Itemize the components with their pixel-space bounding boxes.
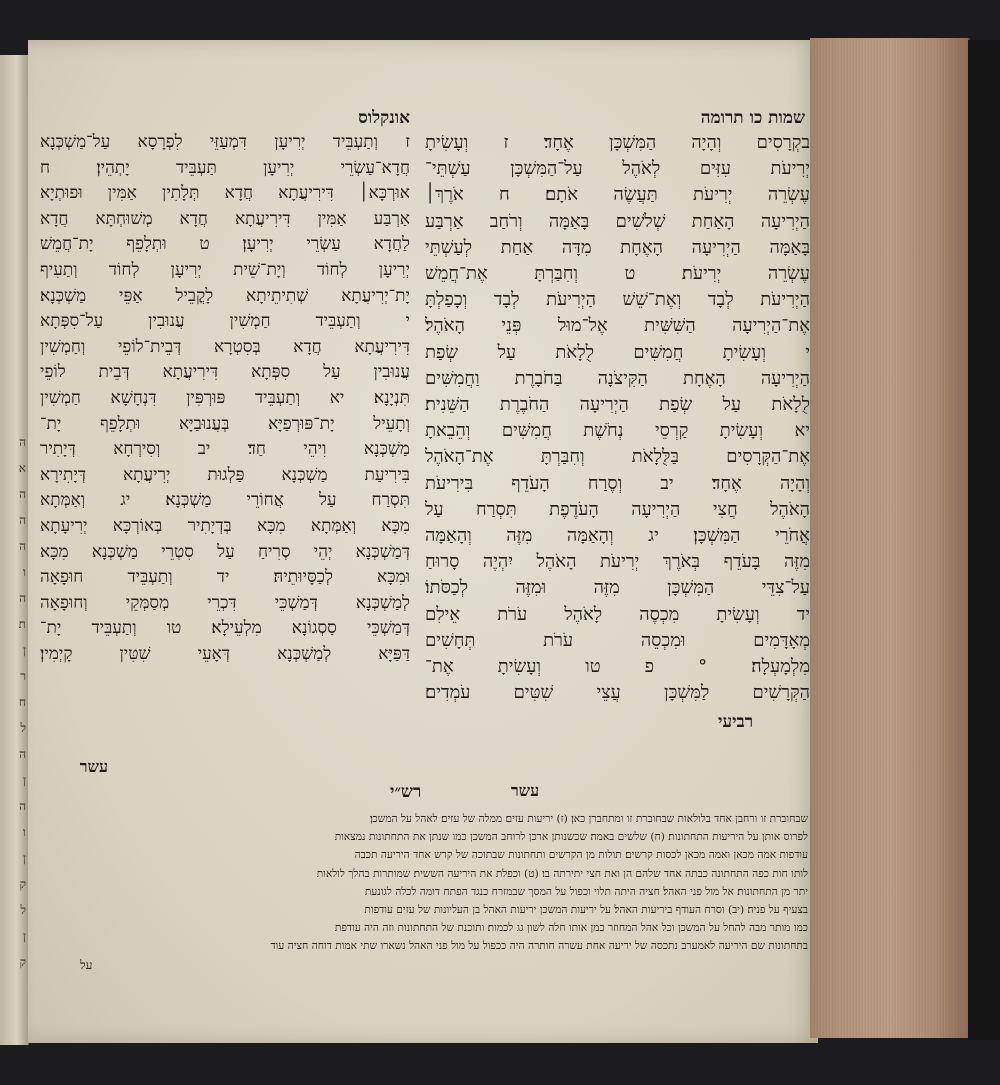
aramaic-text-line: דְּמַשְׁכֵּי סַסְגוֹנָא מִלְעֵילָא׃ טו וְתַעְבֵּיד יָת־ — [40, 618, 410, 639]
previous-page-fragment: ה — [19, 539, 26, 553]
previous-page-fragment: ר — [20, 669, 26, 683]
running-header-right: שמות כו תרומה — [700, 108, 805, 128]
aramaic-text-line: וְתָעֵיל יָת־פּוּרְפַיָּא בְּעֲנוּבַיָּא וּתְלָפֵף יָת־ — [40, 413, 410, 434]
rashi-text-line: בצעיף על פניה׃ (יב) וסרח העודף ביריעות האהל׃ על יריעות המשכן יריעות האהל בן העליונות של עזים עודפות — [364, 904, 808, 917]
margin-note: רביעי — [718, 712, 754, 732]
hebrew-text-line: אֶת־הַיְרִיעָה הַשִּׁשִּׁית אֶל־מוּל פְּנֵי הָאֹהֶל׃ — [425, 315, 810, 337]
hebrew-text-line: בָּאַמָּה הַיְרִיעָה הָאֶחָת מִדָּה אַחַת לְעַשְׁתֵּי — [425, 236, 810, 258]
aramaic-text-column — [40, 130, 410, 667]
hebrew-text-line: אֶת־הַקְּרָסִים בַּלֻּלָאֹת וְחִבַּרְתָּ אֶת־הָאֹהֶל — [425, 446, 810, 468]
aramaic-text-line: מִכָּא וְאַמְּתָא מִכָּא בְּדְיָתִיר בְּאוֹרְכָּא יְרִיעָתָא — [40, 515, 410, 536]
rashi-text-line: יתר מן התחתונות׃ אל מול פני האהל׃ חציה היתה תלוי וכפול על המסך שבמזרח כנגד הפתח דומה לכלה לגונעת — [364, 885, 808, 898]
previous-page-fragment: ק — [19, 955, 26, 969]
hebrew-text-line: אֲחֹרֵי הַמִּשְׁכָּן׃ יג וְהָאַמָּה מִזֶּה וְהָאַמָּה — [425, 525, 810, 547]
previous-page-fragment: ו — [22, 565, 26, 579]
hebrew-text-line: מִזֶּה בָּעֹדֵף בְּאֹרֶךְ יְרִיעֹת הָאֹהֶל יִהְיֶה סָרוּחַ — [425, 551, 810, 573]
hebrew-text-line: בקְרָסִים וְהָיָה הַמִּשְׁכָּן אֶחָד׃ ז וְעָשִׂיתָ — [425, 132, 810, 153]
aramaic-text-line: דַּפַּיָּא לְמַשְׁכְּנָא דְּאָעֵי שִׁטִּין קָיְמִין׃ — [40, 643, 410, 664]
hebrew-text-line: מִלְמָעְלָה׃ ° פ טו וְעָשִׂיתָ אֶת־ — [425, 656, 810, 678]
running-header-left — [40, 108, 410, 128]
previous-page-fragment: ל — [20, 903, 26, 917]
hebrew-text-line: י וְעָשִׂיתָ חֲמִשִּׁים לֻלָאֹת עַל שְׂפַת — [425, 341, 810, 363]
previous-page-fragment: ו — [22, 825, 26, 839]
aramaic-text-line: אוּרְכָּא׀ דִּירִיעֲתָא חֲדָא תְּלָתִין אַמִּין וּפוּתְיָא — [40, 183, 410, 204]
aramaic-text-line: אַרְבַּע אַמִּין דִּירִיעֲתָא חֲדָא מְשׁוּחְתָּא חֲדָא — [40, 208, 410, 229]
hebrew-text-line: הַיְרִיעָה הָאַחַת שְׁלֹשִׁים בָּאַמָּה וְרֹחַב אַרְבַּע — [425, 210, 810, 232]
running-header-left-text: אונקלוס — [358, 108, 410, 128]
previous-page-fragment: א — [18, 461, 26, 475]
aramaic-text-line: י וְתַעְבֵּיד חַמְשִׁין עֲנוּבִין עַל־סִפְּתָא — [40, 311, 410, 332]
rashi-text-line: עודפות אמה מכאן ואמה מכאן לכסות קרשים׃ תולות מן הקרשים ותחתונות שבתוכה של קרש אחד היריעה תכבה — [354, 849, 808, 862]
aramaic-text-line: לַחֲדָא עַשְׂרֵי יְרִיעָן׃ ט וּתְלָפֵף יָת־חֲמֵשׁ — [40, 234, 410, 255]
previous-page-fragment: ן — [22, 929, 26, 943]
aramaic-text-line: לְמַשְׁכְּנָא דְּמַשְׁכֵּי דִּכְרֵי מְסַמְּקֵי וְחוּפָאָה — [40, 592, 410, 613]
aramaic-text-line: דְּמַשְׁכְּנָא יְהֵי סְרִיחַ עַל סִטְרֵי מַשְׁכְּנָא מִכָּא — [40, 541, 410, 562]
rashi-catchword: על — [80, 958, 93, 972]
hebrew-text-line: הָאֹהֶל חֲצִי הַיְרִיעָה הָעֹדֶפֶת תִּסְרַח עַל — [425, 498, 810, 520]
hebrew-text-line: עֶשְׂרֵה יְרִיעֹת׃ ט וְחִבַּרְתָּ אֶת־חֲמֵשׁ — [425, 263, 810, 285]
previous-page-fragment: ן — [22, 643, 26, 657]
previous-page-fragment: ה — [19, 487, 26, 501]
rashi-commentary — [40, 810, 808, 956]
previous-page-fragment: ה — [19, 513, 26, 527]
rashi-text-line: שבחוברת זו ורחבן אחד בלולאות שבחוברת זו ומתחברן כאן׃ (ז) יריעות עזים׃ ממלה של עזים׃ לאהל על המשכן׃ — [369, 813, 808, 825]
aramaic-text-line: יְרִיעָן לְחוֹד וְיָת־שֵׁית יְרִיעָן לְחוֹד וְתַעִיף — [40, 259, 410, 280]
previous-page-fragment: ה — [19, 591, 26, 605]
hebrew-text-line: יד וְעָשִׂיתָ מִכְסֶה לָאֹהֶל עֹרֹת אֵילִם — [425, 603, 810, 625]
aramaic-text-line: מַשְׁכְּנָא וִיהֵי חַד׃ יב וְסִירְחָא דְּיָתִיר — [40, 439, 410, 460]
aramaic-text-line: תִּסְרַח עַל אֲחוֹרֵי מַשְׁכְּנָא׃ יג וְאַמְּתָא — [40, 490, 410, 511]
page-block-edge — [810, 38, 970, 1038]
hebrew-text-line: עֶשְׂרֵה יְרִיעֹת תַּעֲשֶׂה אֹתָם׃ ח אֹרֶךְ׀ — [425, 184, 810, 206]
hebrew-text-line: עַל־צִדֵּי הַמִּשְׁכָּן מִזֶּה וּמִזֶּה לְכַסֹּתוֹ׃ — [425, 577, 810, 599]
hebrew-text-line: הַיְרִיעֹת לְבָד וְאֶת־שֵׁשׁ הַיְרִיעֹת לְבָד וְכָפַלְתָּ — [425, 289, 810, 311]
previous-page-fragment: ק — [19, 877, 26, 891]
aramaic-text-line: דִּירִיעֲתָא חֲדָא בְּסִטְרָא דְּבֵית־לוֹפֵי וְחַמְשִׁין — [40, 336, 410, 357]
hebrew-text-line: וְהָיָה אֶחָד׃ יב וְסֶרַח הָעֹדֵף בִּירִיעֹת — [425, 472, 810, 494]
hebrew-text-line: מְאָדָּמִים וּמִכְסֵה עֹרֹת תְּחָשִׁים — [425, 629, 810, 651]
hebrew-text-line: יא וְעָשִׂיתָ קַרְסֵי נְחֹשֶׁת חֲמִשִּׁים וְהֵבֵאתָ — [425, 420, 810, 442]
hebrew-text-column — [425, 130, 810, 706]
rashi-text-line: בתחתונות שם היריעה לאמערב נתכסה של יריעה אחת עשרה חותרה היה ככפול על מול פני האהל נשארו שתי אמות דוחה חציה עוד — [270, 940, 808, 953]
previous-page-fragment: ת — [18, 617, 26, 631]
previous-page-fragment: ח — [18, 695, 26, 709]
aramaic-text-line: עֲנוּבִין עַל סִפְּתָא דִּירִיעֲתָא דְּבֵית לוֹפֵי — [40, 362, 410, 383]
previous-page-fragment: ל — [20, 721, 26, 735]
rashi-text-line: לפרוס אותן על היריעות התחתונות׃ (ח) שלשים באמה׃ שכשנותן ארכן לרוחב המשכן כמו שנתן את התחתונות נמצאות — [334, 831, 808, 844]
previous-page-fragment: ה — [19, 799, 26, 813]
previous-page-fragment: ה — [19, 435, 26, 449]
aramaic-text-line: ז וְתַעְבֵּיד יְרִיעָן דִּמְעַזֵּי לִפְרָסָא עַל־מַשְׁכְּנָא — [40, 132, 410, 152]
aramaic-text-line: וּמִכָּא לְכַסָּיוּתֵיהּ׃ יד וְתַעְבֵּיד חוּפָאָה — [40, 567, 410, 588]
book-cover — [968, 40, 1000, 1040]
aramaic-text-line: תִּנְיָנָא׃ יא וְתַעְבֵּיד פּוּרְפִּין דִּנְחָשָׁא חַמְשִׁין — [40, 387, 410, 408]
previous-page-fragment: ן — [22, 773, 26, 787]
aramaic-text-line: חֲדָא־עַשְׂרֵי יְרִיעָן תַּעְבֵּיד יָתְהֵין׃ ח — [40, 157, 410, 178]
catchword-right: עשר — [510, 781, 540, 800]
aramaic-text-line: יָת־יְרִיעֲתָא שְׁתִיתֵיתָא לָקֳבֵיל אַפֵּי מַשְׁכְּנָא׃ — [40, 285, 410, 306]
hebrew-text-line: הַיְרִיעָה הָאֶחָת הַקִּיצֹנָה בַּחֹבָרֶת וַחֲמִשִּׁים — [425, 367, 810, 389]
hebrew-text-line: יְרִיעֹת עִזִּים לְאֹהֶל עַל־הַמִּשְׁכָּן עַשְׁתֵּי־ — [425, 158, 810, 180]
rashi-text-line: לותו חות כפה התחתונה כבתה אחד שלהם הן ואת חצי יתירתה בו׃ (ט) וכפלת את היריעה הששית׃ שמותרות בהלך לולאות — [316, 867, 808, 880]
previous-page-edge — [0, 55, 29, 1045]
catchword-left: עשר — [79, 757, 108, 776]
previous-page-fragment: ה — [19, 747, 26, 761]
hebrew-text-line: לֻלָאֹת עַל שְׂפַת הַיְרִיעָה הַחֹבֶרֶת הַשֵּׁנִית׃ — [425, 394, 810, 416]
rashi-heading: רש״י — [390, 782, 422, 802]
aramaic-text-line: בִּירִיעַת מַשְׁכְּנָא פַּלְגוּת יְרִיעֲתָא דְּיָתִירָא — [40, 464, 410, 485]
previous-page-fragment: ן — [22, 851, 26, 865]
rashi-text-line: כמו מותר מבה להחל על המשכן וכל אהל המחוזר כמן אותו חלה לשון גג לכמות׃ ותוכנת של התחתונות וזה היה עודפת — [334, 922, 808, 935]
hebrew-text-line: הַקְּרָשִׁים לַמִּשְׁכָּן עֲצֵי שִׁטִּים עֹמְדִים׃ — [425, 682, 810, 704]
